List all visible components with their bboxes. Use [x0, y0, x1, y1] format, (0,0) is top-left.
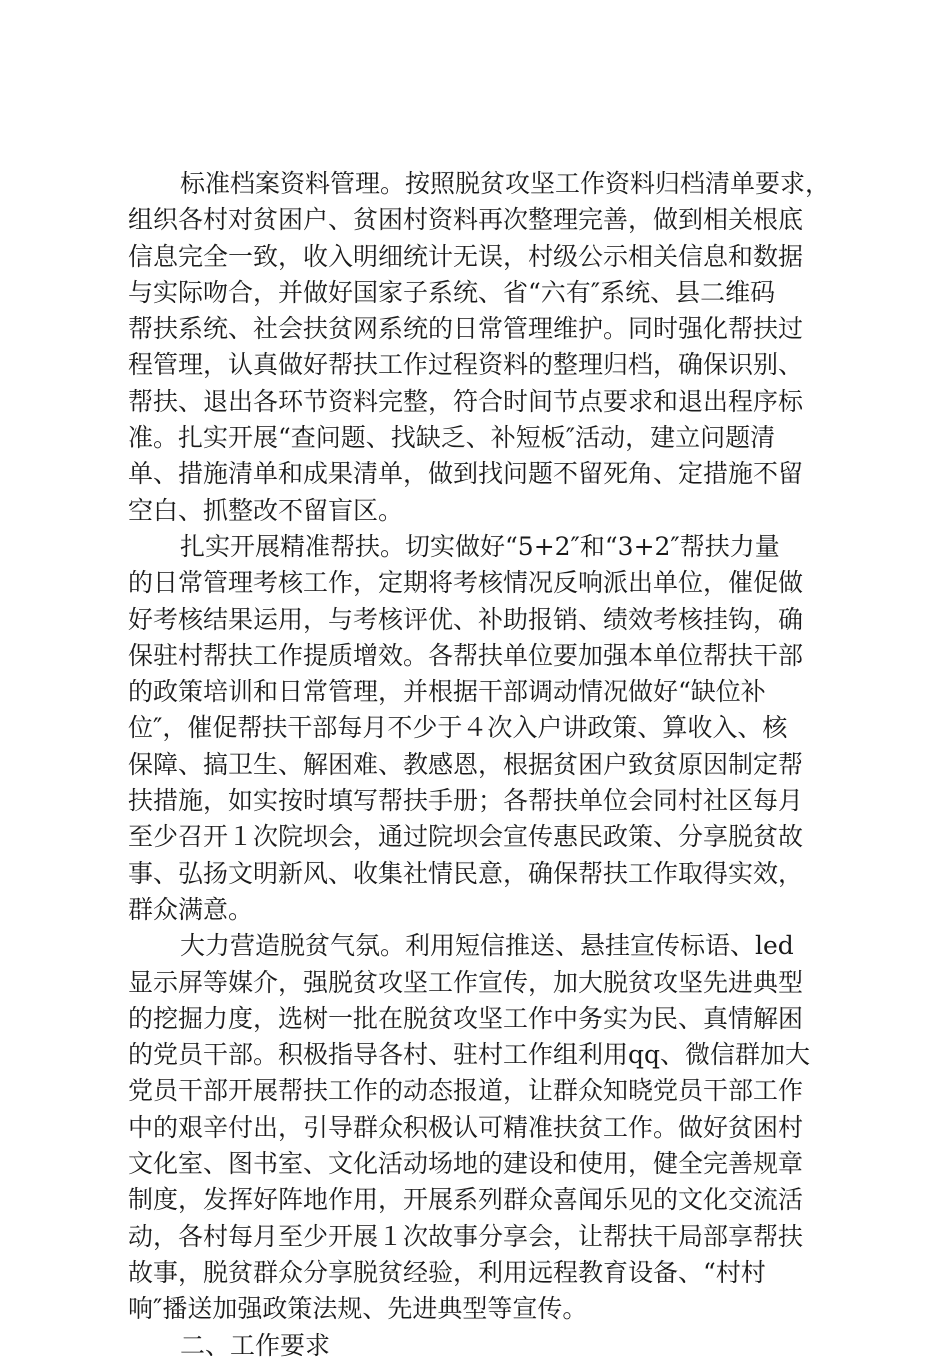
text-line: 组织各村对贫困户、贫困村资料再次整理完善，做到相关根底 — [128, 205, 804, 235]
document-body — [128, 166, 832, 1364]
text-line: 党员干部开展帮扶工作的动态报道，让群众知晓党员干部工作 — [128, 1076, 804, 1106]
text-line: 的政策培训和日常管理，并根据干部调动情况做好“缺位补 — [128, 677, 766, 707]
text-line: 中的艰辛付出，引导群众积极认可精准扶贫工作。做好贫困村 — [128, 1112, 804, 1142]
text-line: 位″，催促帮扶干部每月不少于４次入户讲政策、算收入、核 — [128, 713, 788, 743]
text-line: 单、措施清单和成果清单，做到找问题不留死角、定措施不留 — [128, 459, 804, 489]
text-line: 故事，脱贫群众分享脱贫经验，利用远程教育设备、“村村 — [128, 1257, 766, 1287]
text-line: 的日常管理考核工作，定期将考核情况反响派出单位，催促做 — [128, 568, 804, 598]
text-line: 的挖掘力度，选树一批在脱贫攻坚工作中务实为民、真情解困 — [128, 1003, 804, 1033]
text-line: 信息完全一致，收入明细统计无误，村级公示相关信息和数据 — [128, 241, 804, 271]
text-line: 扶措施，如实按时填写帮扶手册；各帮扶单位会同村社区每月 — [128, 786, 804, 816]
text-line: 帮扶系统、社会扶贫网系统的日常管理维护。同时强化帮扶过 — [128, 314, 804, 344]
text-line: 的党员干部。积极指导各村、驻村工作组利用qq、微信群加大 — [128, 1040, 811, 1070]
text-line: 显示屏等媒介，强脱贫攻坚工作宣传，加大脱贫攻坚先进典型 — [128, 967, 804, 997]
text-line: 好考核结果运用，与考核评优、补助报销、绩效考核挂钩，确 — [128, 604, 804, 634]
text-line: 准。扎实开展“查问题、找缺乏、补短板″活动，建立问题清 — [128, 423, 776, 453]
text-line: 帮扶、退出各环节资料完整，符合时间节点要求和退出程序标 — [128, 386, 804, 416]
text-line: 制度，发挥好阵地作用，开展系列群众喜闻乐见的文化交流活 — [128, 1185, 804, 1215]
text-line: 大力营造脱贫气氛。利用短信推送、悬挂宣传标语、led — [180, 931, 794, 961]
text-line: 扎实开展精准帮扶。切实做好“5+2″和“3+2″帮扶力量 — [180, 531, 780, 561]
text-line: 保障、搞卫生、解困难、教感恩，根据贫困户致贫原因制定帮 — [128, 749, 804, 779]
text-line: 保驻村帮扶工作提质增效。各帮扶单位要加强本单位帮扶干部 — [128, 640, 804, 670]
text-line: 响″播送加强政策法规、先进典型等宣传。 — [128, 1294, 588, 1324]
section-heading: 二、工作要求 — [180, 1330, 331, 1360]
text-line: 群众满意。 — [128, 894, 254, 924]
text-line: 事、弘扬文明新风、收集社情民意，确保帮扶工作取得实效， — [128, 858, 804, 888]
text-line: 至少召开１次院坝会，通过院坝会宣传惠民政策、分享脱贫故 — [128, 822, 804, 852]
text-line: 与实际吻合，并做好国家子系统、省“六有″系统、县二维码 — [128, 277, 776, 307]
text-line: 空白、抓整改不留盲区。 — [128, 495, 404, 525]
text-line: 动，各村每月至少开展１次故事分享会，让帮扶干局部享帮扶 — [128, 1221, 804, 1251]
text-line: 程管理，认真做好帮扶工作过程资料的整理归档，确保识别、 — [128, 350, 804, 380]
text-line: 标准档案资料管理。按照脱贫攻坚工作资料归档清单要求， — [180, 169, 831, 198]
text-line: 文化室、图书室、文化活动场地的建设和使用，健全完善规章 — [128, 1149, 804, 1179]
